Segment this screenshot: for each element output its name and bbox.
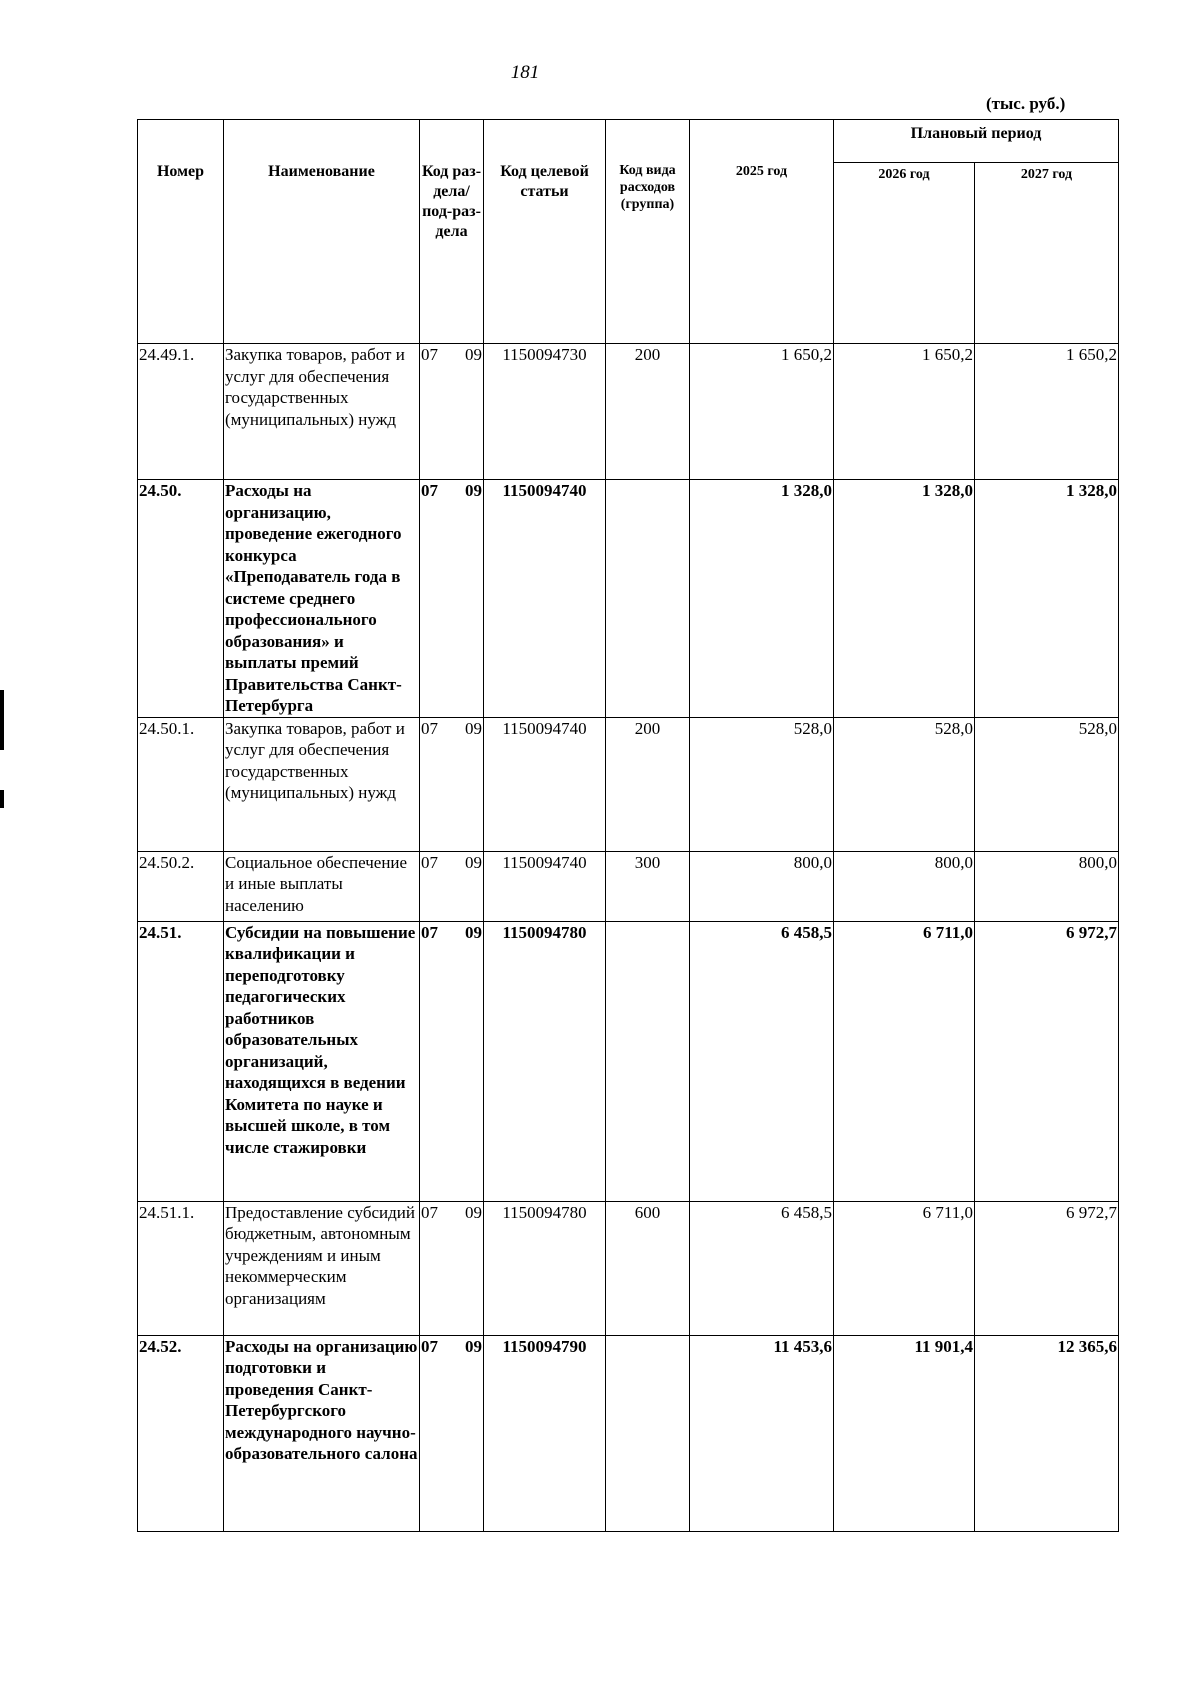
header-2027: 2027 год xyxy=(975,163,1119,344)
cell-2026: 11 901,4 xyxy=(834,1335,975,1531)
header-name: Наименование xyxy=(224,120,420,344)
page-number: 181 xyxy=(510,62,540,83)
cell-code: 1150094780 xyxy=(484,921,606,1201)
razdel-code: 07 xyxy=(421,922,438,942)
header-code: Код целевой статьи xyxy=(484,120,606,344)
header-vid: Код вида расходов (группа) xyxy=(606,120,690,344)
cell-number: 24.49.1. xyxy=(138,344,224,480)
units-label: (тыс. руб.) xyxy=(986,94,1066,113)
cell-number: 24.50.1. xyxy=(138,717,224,851)
cell-2025: 528,0 xyxy=(690,717,834,851)
cell-razdel xyxy=(420,1201,484,1335)
header-number: Номер xyxy=(138,120,224,344)
cell-2025: 800,0 xyxy=(690,851,834,921)
cell-vid: 300 xyxy=(606,851,690,921)
cell-name: Расходы на организацию подготовки и проведения Санкт-Петербургского международного научно-образовательного салона xyxy=(224,1335,420,1531)
cell-vid: 600 xyxy=(606,1201,690,1335)
cell-vid: 200 xyxy=(606,344,690,480)
cell-name: Социальное обеспечение и иные выплаты населению xyxy=(224,851,420,921)
table-row xyxy=(138,851,1119,921)
cell-number: 24.50.2. xyxy=(138,851,224,921)
cell-2026: 528,0 xyxy=(834,717,975,851)
table-row xyxy=(138,344,1119,480)
razdel-code: 07 xyxy=(421,1336,438,1356)
podrazdel-code: 09 xyxy=(465,1336,482,1356)
cell-2027: 6 972,7 xyxy=(975,921,1119,1201)
cell-number: 24.50. xyxy=(138,480,224,718)
podrazdel-code: 09 xyxy=(465,481,482,500)
cell-razdel xyxy=(420,480,484,718)
podrazdel-code: 09 xyxy=(465,922,482,942)
cell-code: 1150094790 xyxy=(484,1335,606,1531)
razdel-code: 07 xyxy=(421,852,438,872)
cell-razdel xyxy=(420,851,484,921)
header-2025: 2025 год xyxy=(690,120,834,344)
cell-2027: 528,0 xyxy=(975,717,1119,851)
razdel-code: 07 xyxy=(421,1202,438,1222)
cell-2027: 1 328,0 xyxy=(975,480,1119,718)
cell-code: 1150094740 xyxy=(484,480,606,718)
cell-code: 1150094740 xyxy=(484,851,606,921)
cell-2025: 1 328,0 xyxy=(690,480,834,718)
table-row xyxy=(138,1335,1119,1531)
cell-2026: 1 328,0 xyxy=(834,480,975,718)
razdel-code: 07 xyxy=(421,718,438,738)
podrazdel-code: 09 xyxy=(465,345,482,364)
cell-vid xyxy=(606,1335,690,1531)
cell-number: 24.51. xyxy=(138,921,224,1201)
table-row xyxy=(138,480,1119,718)
podrazdel-code: 09 xyxy=(465,852,482,872)
header-plan-period: Плановый период xyxy=(834,120,1119,163)
cell-2027: 12 365,6 xyxy=(975,1335,1119,1531)
cell-2026: 800,0 xyxy=(834,851,975,921)
table-body xyxy=(138,344,1119,1532)
table-row xyxy=(138,717,1119,851)
cell-name: Закупка товаров, работ и услуг для обеспечения государственных (муниципальных) нужд xyxy=(224,344,420,480)
cell-2025: 6 458,5 xyxy=(690,1201,834,1335)
cell-2027: 800,0 xyxy=(975,851,1119,921)
cell-name: Закупка товаров, работ и услуг для обеспечения государственных (муниципальных) нужд xyxy=(224,717,420,851)
cell-number: 24.52. xyxy=(138,1335,224,1531)
header-2026: 2026 год xyxy=(834,163,975,344)
budget-table xyxy=(137,119,1119,1532)
cell-name: Предоставление субсидий бюджетным, автономным учреждениям и иным некоммерческим организациям xyxy=(224,1201,420,1335)
cell-vid: 200 xyxy=(606,717,690,851)
cell-vid xyxy=(606,921,690,1201)
cell-name: Субсидии на повышение квалификации и переподготовку педагогических работников образовательных организаций, находящихся в ведении Комитета по науке и высшей школе, в том числе стажировки xyxy=(224,921,420,1201)
cell-2025: 1 650,2 xyxy=(690,344,834,480)
cell-2026: 6 711,0 xyxy=(834,921,975,1201)
cell-2027: 6 972,7 xyxy=(975,1201,1119,1335)
table-row xyxy=(138,921,1119,1201)
razdel-code: 07 xyxy=(421,481,438,500)
cell-razdel xyxy=(420,1335,484,1531)
cell-code: 1150094780 xyxy=(484,1201,606,1335)
table-row xyxy=(138,1201,1119,1335)
scan-edge-mark xyxy=(0,790,4,808)
cell-number: 24.51.1. xyxy=(138,1201,224,1335)
cell-2027: 1 650,2 xyxy=(975,344,1119,480)
podrazdel-code: 09 xyxy=(465,718,482,738)
cell-2026: 6 711,0 xyxy=(834,1201,975,1335)
header-razdel: Код раз-дела/ под-раз-дела xyxy=(420,120,484,344)
scan-edge-mark xyxy=(0,690,4,750)
cell-code: 1150094740 xyxy=(484,717,606,851)
cell-2025: 11 453,6 xyxy=(690,1335,834,1531)
razdel-code: 07 xyxy=(421,345,438,364)
cell-name: Расходы на организацию, проведение ежегодного конкурса «Преподаватель года в системе среднего профессионального образования» и выплаты премий Правительства Санкт-Петербурга xyxy=(224,480,420,718)
cell-razdel xyxy=(420,717,484,851)
cell-2025: 6 458,5 xyxy=(690,921,834,1201)
cell-2026: 1 650,2 xyxy=(834,344,975,480)
cell-code: 1150094730 xyxy=(484,344,606,480)
cell-vid xyxy=(606,480,690,718)
podrazdel-code: 09 xyxy=(465,1202,482,1222)
cell-razdel xyxy=(420,921,484,1201)
cell-razdel xyxy=(420,344,484,480)
